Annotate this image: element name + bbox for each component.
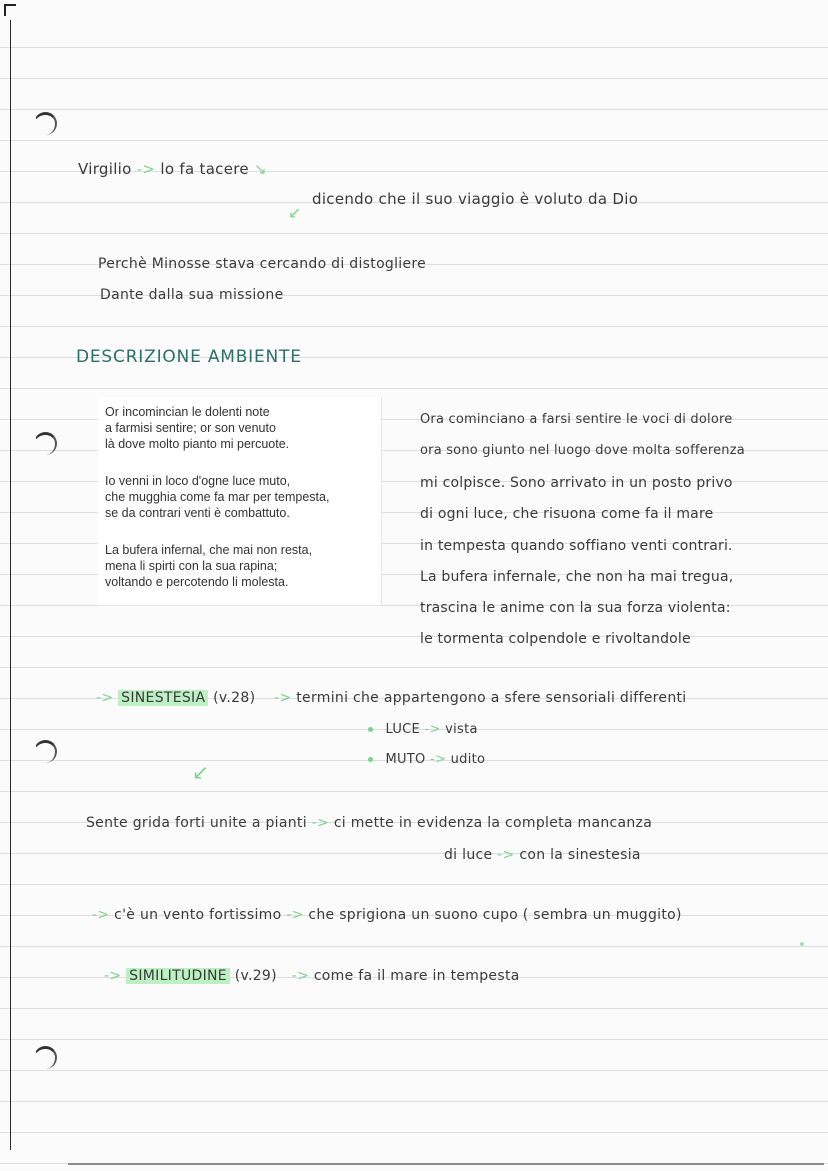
quote-line: che mugghia come fa mar per tempesta, xyxy=(105,490,330,504)
note-text: di luce xyxy=(444,847,493,863)
verse-ref: (v.28) xyxy=(213,690,256,706)
binder-hole-icon xyxy=(34,1046,56,1062)
paraphrase-line: trascina le anime con la sua forza violenta: xyxy=(420,600,731,616)
page-corner-mark xyxy=(4,4,16,16)
quote-line: voltando e percotendo li molesta. xyxy=(105,575,289,589)
arrow-icon: -> xyxy=(104,968,122,984)
curved-arrow-icon: ↘ xyxy=(254,160,267,178)
quote-box xyxy=(98,397,382,606)
quote-line: là dove molto pianto mi percuote. xyxy=(105,437,290,451)
page-bottom-edge xyxy=(68,1163,824,1165)
quote-line: se da contrari venti è combattuto. xyxy=(105,506,290,520)
binder-hole-icon xyxy=(34,432,56,448)
vento-line xyxy=(92,907,682,923)
arrow-icon: -> xyxy=(311,815,330,831)
ink-dot xyxy=(800,942,804,946)
note-text: lo fa tacere xyxy=(160,160,249,178)
list-item xyxy=(368,722,478,737)
note-text: termini che appartengono a sfere sensoriali differenti xyxy=(296,690,687,706)
note-name: Virgilio xyxy=(78,160,132,178)
arrow-icon: -> xyxy=(274,690,292,706)
note-text: come fa il mare in tempesta xyxy=(313,968,520,984)
grida-line xyxy=(86,815,652,831)
arrow-icon: -> xyxy=(96,690,114,706)
quote-line: Or incomincian le dolenti note xyxy=(105,405,270,419)
similitudine-line xyxy=(104,968,520,984)
paraphrase-line: le tormenta colpendole e rivoltandole xyxy=(420,631,691,647)
quote-line: La bufera infernal, che mai non resta, xyxy=(105,543,313,557)
list-meaning: udito xyxy=(450,752,486,767)
note-line-perche: Perchè Minosse stava cercando di distogliere xyxy=(98,256,427,272)
section-title: DESCRIZIONE AMBIENTE xyxy=(76,347,302,367)
list-term: MUTO xyxy=(385,752,426,767)
bullet-icon xyxy=(368,727,373,732)
highlight-term: SIMILITUDINE xyxy=(126,968,230,984)
margin-line xyxy=(10,20,11,1150)
curved-arrow-icon: ↙ xyxy=(288,203,302,222)
list-meaning: vista xyxy=(445,722,478,737)
paraphrase-line: in tempesta quando soffiano venti contrari. xyxy=(420,538,733,554)
paraphrase-line: di ogni luce, che risuona come fa il mare xyxy=(420,506,714,522)
note-line-virgilio xyxy=(78,160,267,178)
binder-hole-icon xyxy=(34,740,56,756)
note-text: ci mette in evidenza la completa mancanza xyxy=(333,815,653,831)
verse-ref: (v.29) xyxy=(234,968,277,984)
paraphrase-line: mi colpisce. Sono arrivato in un posto privo xyxy=(420,475,733,491)
binder-hole-icon xyxy=(34,112,56,128)
note-text: con la sinestesia xyxy=(519,847,641,863)
paraphrase-line: La bufera infernale, che non ha mai tregua, xyxy=(420,569,734,585)
highlight-term: SINESTESIA xyxy=(118,690,208,706)
sinestesia-line xyxy=(96,690,686,706)
paraphrase-line: ora sono giunto nel luogo dove molta sofferenza xyxy=(420,443,745,458)
arrow-icon: -> xyxy=(429,752,447,767)
arrow-icon: -> xyxy=(136,160,156,178)
arrow-icon: -> xyxy=(424,722,441,737)
quote-line: mena li spirti con la sua rapina; xyxy=(105,559,278,573)
arrow-icon: -> xyxy=(291,968,310,984)
note-text: Sente grida forti unite a pianti xyxy=(86,815,307,831)
note-line-dante: Dante dalla sua missione xyxy=(100,287,284,303)
bullet-icon xyxy=(368,757,373,762)
quote-line: a farmisi sentire; or son venuto xyxy=(105,421,276,435)
quote-line: Io venni in loco d'ogne luce muto, xyxy=(105,474,291,488)
note-text: che sprigiona un suono cupo ( sembra un muggito) xyxy=(308,907,682,923)
arrow-icon: -> xyxy=(497,847,515,863)
list-term: LUCE xyxy=(385,722,421,737)
curved-arrow-icon: ↙ xyxy=(192,760,209,784)
arrow-icon: -> xyxy=(92,907,110,923)
paraphrase-line: Ora cominciano a farsi sentire le voci di dolore xyxy=(420,412,733,427)
note-line-dicendo: dicendo che il suo viaggio è voluto da Dio xyxy=(312,190,639,208)
arrow-icon: -> xyxy=(286,907,304,923)
note-text: c'è un vento fortissimo xyxy=(114,907,282,923)
list-item xyxy=(368,752,485,767)
grida-line-2 xyxy=(444,847,641,863)
